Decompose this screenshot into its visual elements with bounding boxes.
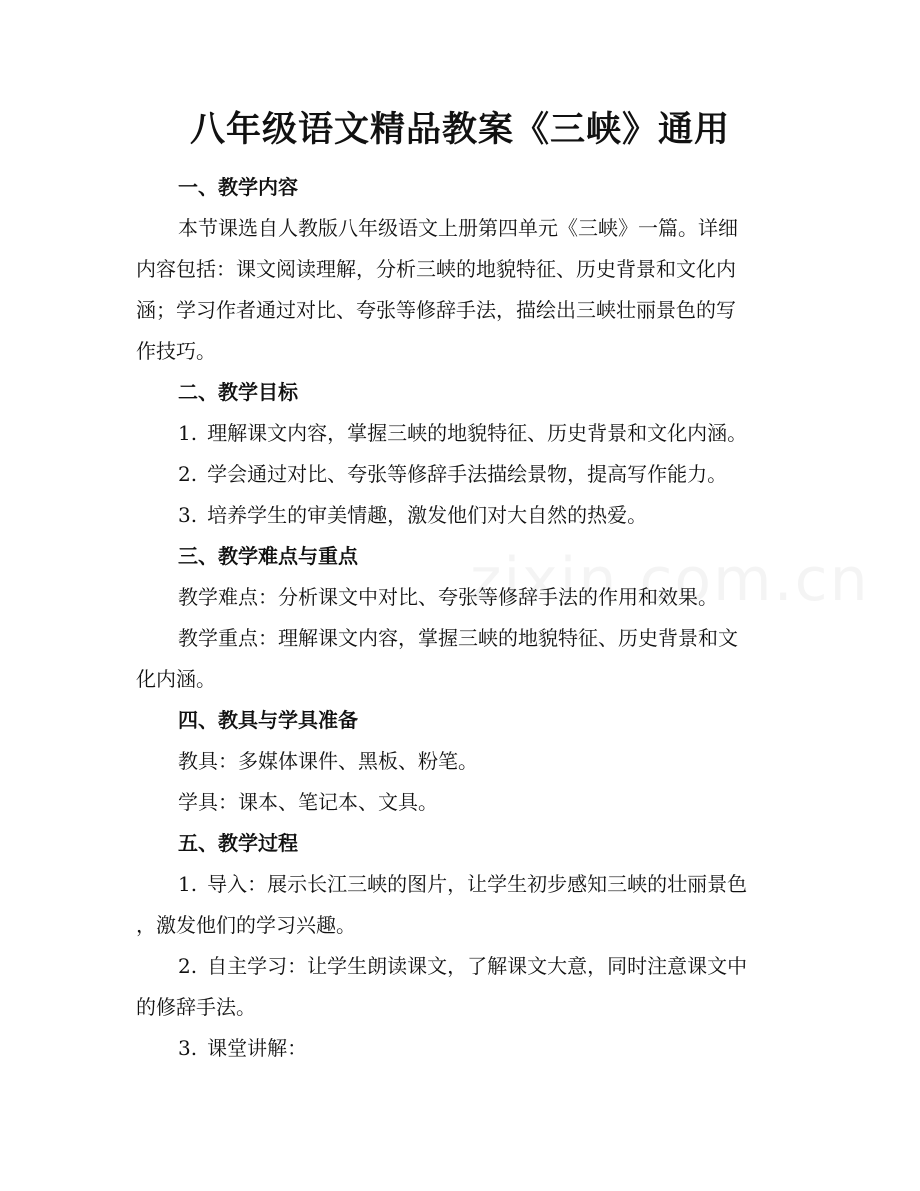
student-tools-line: 学具：课本、笔记本、文具。 <box>178 790 438 814</box>
process-step-text: 自主学习：让学生朗读课文，了解课文大意，同时注意课文中 <box>207 954 748 978</box>
list-item <box>178 500 647 530</box>
process-step-text: 导入：展示长江三峡的图片，让学生初步感知三峡的壮丽景色 <box>207 872 748 896</box>
focus-line: 教学重点：理解课文内容，掌握三峡的地貌特征、历史背景和文 <box>178 626 738 650</box>
section-heading-content: 一、教学内容 <box>178 175 298 199</box>
process-step <box>178 869 747 899</box>
focus-line: 化内涵。 <box>136 667 216 691</box>
process-step <box>178 1033 307 1063</box>
list-item-text: 学会通过对比、夸张等修辞手法描绘景物，提高写作能力。 <box>207 462 728 486</box>
paragraph-line: 本节课选自人教版八年级语文上册第四单元《三峡》一篇。详细 <box>178 216 738 240</box>
process-step-number: 1. <box>178 872 198 896</box>
section-heading-tools: 四、教具与学具准备 <box>178 708 358 732</box>
list-item-number: 1. <box>178 421 198 445</box>
section-heading-process: 五、教学过程 <box>178 831 298 855</box>
list-item <box>178 459 727 489</box>
process-step-text: 课堂讲解： <box>207 1036 308 1060</box>
list-item-number: 3. <box>178 503 198 527</box>
list-item <box>178 418 747 448</box>
process-step-continuation: ，激发他们的学习兴趣。 <box>136 913 356 937</box>
process-step <box>178 951 747 981</box>
document-title: 八年级语文精品教案《三峡》通用 <box>189 109 730 150</box>
paragraph-line: 作技巧。 <box>136 339 216 363</box>
process-step-number: 3. <box>178 1036 198 1060</box>
difficulty-line: 教学难点：分析课文中对比、夸张等修辞手法的作用和效果。 <box>178 585 718 609</box>
paragraph-line: 涵；学习作者通过对比、夸张等修辞手法，描绘出三峡壮丽景色的写 <box>136 298 736 322</box>
list-item-text: 理解课文内容，掌握三峡的地貌特征、历史背景和文化内涵。 <box>207 421 748 445</box>
section-heading-difficulties: 三、教学难点与重点 <box>178 544 358 568</box>
teacher-tools-line: 教具：多媒体课件、黑板、粉笔。 <box>178 749 478 773</box>
process-step-number: 2. <box>178 954 198 978</box>
paragraph-line: 内容包括：课文阅读理解，分析三峡的地貌特征、历史背景和文化内 <box>136 257 736 281</box>
section-heading-objectives: 二、教学目标 <box>178 380 298 404</box>
list-item-number: 2. <box>178 462 198 486</box>
process-step-continuation: 的修辞手法。 <box>136 995 256 1019</box>
list-item-text: 培养学生的审美情趣，激发他们对大自然的热爱。 <box>207 503 648 527</box>
